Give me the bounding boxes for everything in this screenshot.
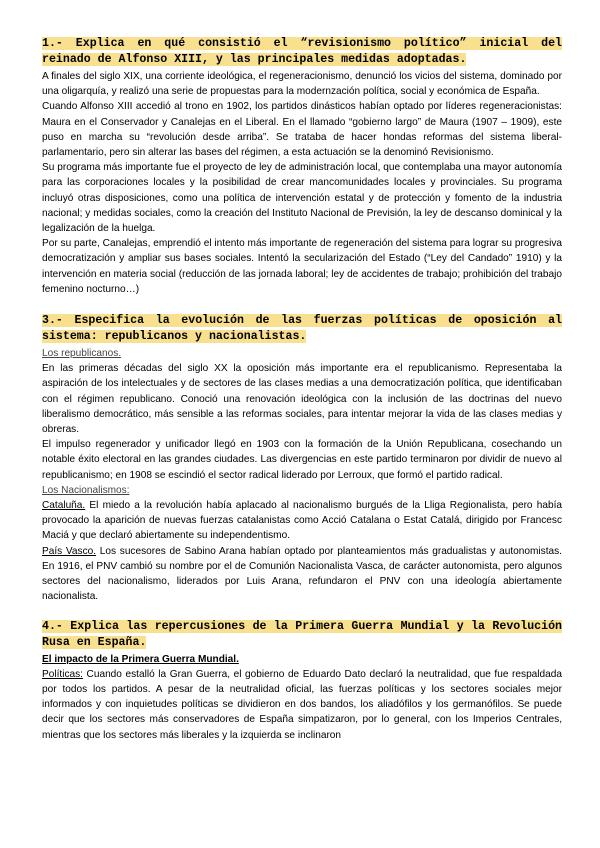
basque-label: País Vasco. [42,545,97,557]
section-1-paragraph-3: Su programa más importante fue el proyecto de ley de administración local, que contemplaba una mayor autonomía para las corporaciones locales y la posibilidad de crear mancomunidades locales y provinciales. Su programa incluyó otras disposiciones, como una política de intervención estatal y de protección y fomento de la industria nacional; y medidas sociales, como la creación del Instituto Nacional de Previsión, la ley de descanso dominical y la legalización de la huelga. [42,162,562,235]
section-3-title-text: 3.- Especifica la evolución de las fuerzas políticas de oposición al sistema: republicanos y nacionalistas. [42,314,562,344]
catalonia-label: Cataluña. [42,500,86,512]
section-1-title-text: 1.- Explica en qué consistió el “revisionismo político” inicial del reinado de Alfonso XIII, y las principales medidas adoptadas. [42,37,562,66]
section-3-paragraph-basque [42,544,562,605]
section-3-subheading-republicans [42,346,562,361]
spacer [42,297,562,313]
section-3-paragraph-1: En las primeras décadas del siglo XX la oposición más importante era el republicanismo. Representaba la aspiración de los intelectuales y de sectores de las clases medias a una democratización política, que identificaban con el régimen republicano. Conoció una renovación ideológica con la inclusión de las doctrinas del nuevo liberalismo democrático, más sensible a las reformas sociales, para intentar mejorar la vida de las clases medias y obreras. [42,363,562,436]
subheading-text: Los republicanos. [42,348,122,360]
section-4-paragraph-politics [42,667,562,743]
politics-label: Políticas: [42,668,83,680]
subheading-text: Los Nacionalismos: [42,484,130,496]
section-4-title-text: 4.- Explica las repercusiones de la Primera Guerra Mundial y la Revolución Rusa en España. [42,619,562,649]
section-3-subheading-nationalisms [42,483,562,498]
section-1-paragraph-2: Cuando Alfonso XIII accedió al trono en 1902, los partidos dinásticos habían optado por líderes regeneracionistas: Maura en el Conservador y Canalejas en el Liberal. En el llamado “gobierno largo” de Maura (1907 – 1909), este puso en marcha su “revolución desde arriba”. Se trataba de hacer hondas reformas del sistema liberal-parlamentario, pero sin alterar las bases del régimen, a esta actuación se la denominó Revisionismo. [42,101,562,159]
document-page [42,36,562,743]
catalonia-text: El miedo a la revolución había aplacado al nacionalismo burgués de la Lliga Regionalista, pero había provocado la aparición de nuevas fuerzas catalanistas como Acció Catalana o Estat Catalá, dirigido por Francesc Maciá y que declaró abiertamente su independentismo. [42,500,562,542]
section-4-title [42,619,562,651]
section-1-title [42,36,562,68]
section-1-paragraph-4: Por su parte, Canalejas, emprendió el intento más importante de regeneración del sistema para lograr su progresiva democratización y ampliar sus bases sociales. Intentó la secularización del Estado (“Ley del Candado” 1910) y la intervención en materia social (reducción de las jornada laboral; ley de accidentes de trabajo; prohibición del trabajo femenino nocturno…) [42,238,562,295]
spacer [42,605,562,619]
section-1-paragraph-1: A finales del siglo XIX, una corriente ideológica, el regeneracionismo, denunció los vicios del sistema, dominado por una oligarquía, y realizó una serie de propuestas para la modernzación política, social y económica de España. [42,71,562,98]
section-3-paragraph-2: El impulso regenerador y unificador llegó en 1903 con la formación de la Unión Republicana, cosechando un notable éxito electoral en las grandes ciudades. Las divergencias en este partido terminaron por dividir de nuevo al republicanismo; en 1908 se escindió el sector radical liderado por Lerroux, que formó el partido radical. [42,439,562,481]
section-3-paragraph-catalonia [42,498,562,544]
subheading-text: El impacto de la Primera Guerra Mundial. [42,653,239,665]
politics-text: Cuando estalló la Gran Guerra, el gobierno de Eduardo Dato declaró la neutralidad, que fue respaldada por todos los partidos. A pesar de la neutralidad oficial, las fuerzas políticas y los sectores sociales mejor informados y con inquietudes políticas se dividieron en dos bandos, los aliadófilos y los germanófilos. Se puede decir que los sectores más conservadores de España simpatizaron, por lo general, con los Imperios Centrales, mientras que los sectores más liberales y la izquierda se inclinaron [42,668,562,741]
section-3-title [42,313,562,345]
basque-text: Los sucesores de Sabino Arana habían optado por planteamientos más gradualistas y autonomistas. En 1916, el PNV cambió su nombre por el de Comunión Nacionalista Vasca, de carácter autonomista, pero algunos sectores del nacionalismo, liderados por Luis Arana, refundaron el PNV con una ideología abiertamente nacionalista. [42,545,562,603]
section-4-subheading [42,652,562,667]
